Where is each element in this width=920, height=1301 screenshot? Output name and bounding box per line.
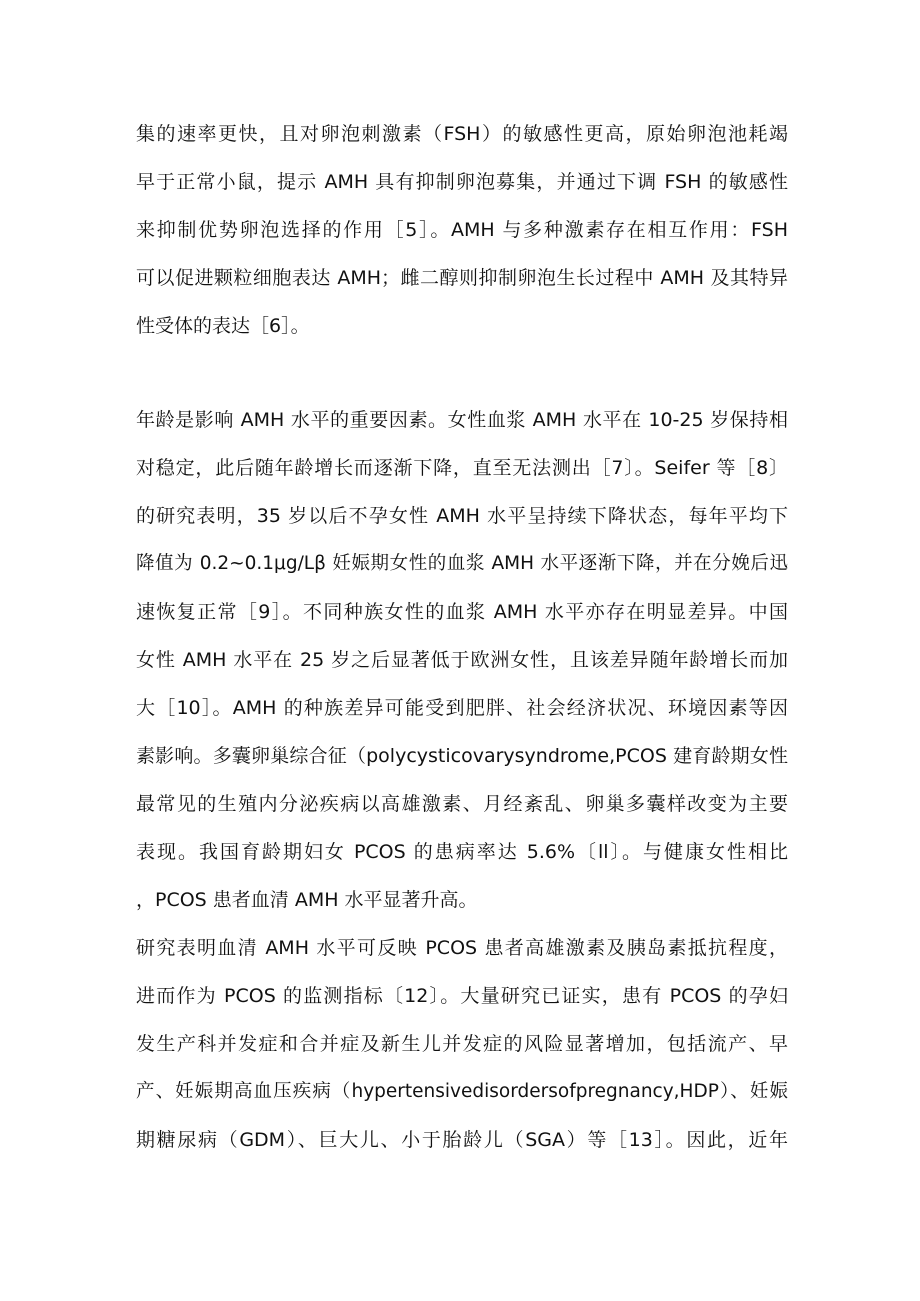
text-line: 表现。我国育龄期妇女 PCOS 的患病率达 5.6%〔ll〕。与健康女性相比 <box>136 841 788 863</box>
text-line: 女性 AMH 水平在 25 岁之后显著低于欧洲女性，且该差异随年龄增长而加 <box>136 649 788 671</box>
text-line: 速恢复正常［9］。不同种族女性的血浆 AMH 水平亦存在明显差异。中国 <box>136 601 788 623</box>
text-line: 发生产科并发症和合并症及新生儿并发症的风险显著增加，包括流产、早 <box>136 1033 788 1055</box>
text-line: 素影响。多囊卵巢综合征（polycysticovarysyndrome,PCOS 建育龄期女性 <box>136 745 788 767</box>
text-line: 研究表明血清 AMH 水平可反映 PCOS 患者高雄激素及胰岛素抵抗程度， <box>136 937 788 959</box>
text-line: 来抑制优势卵泡选择的作用［5］。AMH 与多种激素存在相互作用：FSH <box>136 219 788 241</box>
text-line: 可以促进颗粒细胞表达 AMH；雌二醇则抑制卵泡生长过程中 AMH 及其特异 <box>136 267 788 289</box>
text-line: 降值为 0.2~0.1μg∕Lβ 妊娠期女性的血浆 AMH 水平逐渐下降，并在分娩后迅 <box>136 553 788 574</box>
text-line: 进而作为 PCOS 的监测指标〔12〕。大量研究已证实，患有 PCOS 的孕妇 <box>136 985 788 1007</box>
text-line: 性受体的表达［6］。 <box>136 315 310 337</box>
text-line: 集的速率更快，且对卵泡刺激素（FSH）的敏感性更高，原始卵泡池耗竭 <box>136 123 788 145</box>
text-line: 最常见的生殖内分泌疾病以高雄激素、月经紊乱、卵巢多囊样改变为主要 <box>136 793 788 815</box>
text-line: 期糖尿病（GDM）、巨大儿、小于胎龄儿（SGA）等［13］。因此，近年 <box>136 1129 788 1151</box>
text-line: 大［10］。AMH 的种族差异可能受到肥胖、社会经济状况、环境因素等因 <box>136 697 788 719</box>
text-line: 年龄是影响 AMH 水平的重要因素。女性血浆 AMH 水平在 10-25 岁保持相 <box>136 409 788 431</box>
text-line: ，PCOS 患者血清 AMH 水平显著升高。 <box>136 889 478 911</box>
text-line: 的研究表明，35 岁以后不孕女性 AMH 水平呈持续下降状态，每年平均下 <box>136 505 788 527</box>
text-line: 对稳定，此后随年龄增长而逐渐下降，直至无法测出［7〕。Seifer 等［8〕 <box>136 457 788 479</box>
text-line: 早于正常小鼠，提示 AMH 具有抑制卵泡募集，并通过下调 FSH 的敏感性 <box>136 171 788 193</box>
text-line: 产、妊娠期高血压疾病（hypertensivedisordersofpregnancy,HDP）、妊娠 <box>136 1081 788 1102</box>
